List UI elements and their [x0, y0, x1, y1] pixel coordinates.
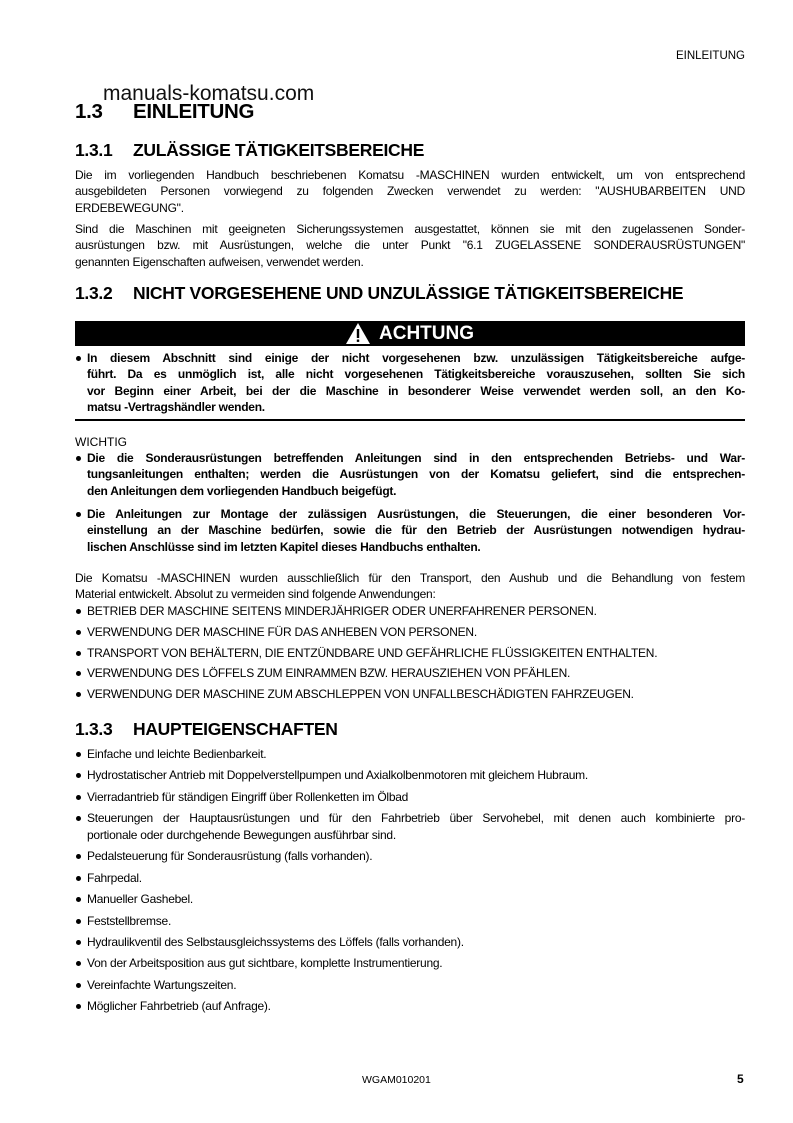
feature-item [75, 913, 745, 929]
warning-triangle-icon [346, 323, 370, 344]
text-line [75, 366, 745, 382]
text-line [75, 399, 745, 415]
list-item-label: BETRIEB DER MASCHINE SEITENS MINDERJÄHRIGER ODER UNERFAHRENER PERSONEN. [87, 604, 597, 618]
section-title-text: EINLEITUNG [133, 100, 255, 123]
text-line-content: ausgebildeten Personen vorwiegend zu folgenden Zwecken verwendet zu werden: "AUSHUBARBEITEN UND [75, 184, 745, 199]
text-line-content: Material entwickelt. Absolut zu vermeiden sind folgende Anwendungen: [75, 587, 436, 602]
section-title [75, 100, 254, 124]
list-item-text [75, 603, 745, 619]
divider [75, 419, 745, 421]
text-line [75, 955, 745, 971]
bullet-icon [76, 1004, 81, 1009]
text-line-content: Pedalsteuerung für Sonderausrüstung (falls vorhanden). [87, 849, 373, 864]
paragraph [75, 167, 745, 216]
bullet-icon [76, 773, 81, 778]
heading-text: ZULÄSSIGE TÄTIGKEITSBEREICHE [133, 140, 425, 160]
heading-1-3-1 [75, 140, 424, 161]
text-line-content: Die im vorliegenden Handbuch beschriebenen Komatsu -MASCHINEN wurden entwickelt, um von entsprechend [75, 168, 745, 182]
bullet-icon [76, 816, 81, 821]
text-line-content: Die Komatsu -MASCHINEN wurden ausschließlich für den Transport, den Aushub und die Behandlung von festem [75, 571, 745, 585]
text-line [75, 483, 745, 499]
feature-item [75, 955, 745, 971]
text-line [75, 167, 745, 183]
feature-list [75, 746, 745, 1020]
text-line [75, 570, 745, 586]
bullet-icon [76, 356, 81, 361]
warning-text [75, 350, 745, 415]
text-line [75, 767, 745, 783]
list-item-text [75, 624, 745, 640]
paragraph [75, 221, 745, 270]
list-item-label: VERWENDUNG DER MASCHINE FÜR DAS ANHEBEN VON PERSONEN. [87, 624, 477, 639]
forbidden-list [75, 603, 745, 707]
text-line-content: Manueller Gashebel. [87, 892, 193, 907]
text-line-content: lischen Anschlüsse sind im letzten Kapitel dieses Handbuchs enthalten. [87, 539, 481, 554]
list-item [75, 624, 745, 645]
text-line-content: Vereinfachte Wartungszeiten. [87, 977, 237, 992]
bullet-icon [76, 961, 81, 966]
text-line [75, 586, 745, 602]
heading-1-3-3 [75, 719, 338, 740]
bullet-icon [76, 630, 81, 635]
text-line [75, 891, 745, 907]
document-code: WGAM010201 [362, 1074, 431, 1086]
text-line [75, 810, 745, 826]
bullet-icon [76, 651, 81, 656]
text-line-content: führt. Da es unmöglich ist, alle nicht vorgesehenen Tätigkeitsbereiche vorauszusehen, sollten Sie sich [87, 367, 745, 382]
bullet-icon [76, 940, 81, 945]
text-line-content: Feststellbremse. [87, 913, 172, 928]
watermark: manuals-komatsu.com [103, 82, 315, 105]
page-number: 5 [737, 1072, 744, 1086]
text-line [75, 746, 745, 762]
bullet-icon [76, 983, 81, 988]
text-line [75, 350, 745, 366]
text-line [75, 183, 745, 199]
text-line [75, 237, 745, 253]
heading-text: HAUPTEIGENSCHAFTEN [133, 719, 338, 739]
text-line [75, 848, 745, 864]
text-line [75, 913, 745, 929]
text-line [75, 221, 745, 237]
text-line [75, 789, 745, 805]
text-line-content: Sind die Maschinen mit geeigneten Sicherungssystemen ausgestattet, können sie mit den zugelassenen Sonder- [75, 222, 745, 236]
text-line-content: tungsanleitungen enthalten; werden die Ausrüstungen von der Komatsu geliefert, sind die entsprechen- [87, 467, 745, 482]
text-line-content: Fahrpedal. [87, 870, 142, 885]
text-line-content: Die Anleitungen zur Montage der zulässigen Ausrüstungen, die Steuerungen, die einer besonderen Vor- [87, 507, 745, 521]
heading-number: 1.3.1 [75, 140, 113, 160]
text-line [75, 870, 745, 886]
text-line [75, 522, 745, 538]
bullet-icon [76, 897, 81, 902]
bullet-icon [76, 512, 81, 517]
bullet-icon [76, 671, 81, 676]
text-line [75, 383, 745, 399]
bullet-icon [76, 609, 81, 614]
text-line-content: Hydraulikventil des Selbstausgleichssystems des Löffels (falls vorhanden). [87, 934, 464, 949]
text-line [75, 827, 745, 843]
list-item-text [75, 686, 745, 702]
bullet-icon [76, 876, 81, 881]
bullet-icon [76, 752, 81, 757]
feature-item [75, 810, 745, 843]
feature-item [75, 998, 745, 1014]
text-line-content: Einfache und leichte Bedienbarkeit. [87, 747, 267, 761]
list-item-label: TRANSPORT VON BEHÄLTERN, DIE ENTZÜNDBARE UND GEFÄHRLICHE FLÜSSIGKEITEN ENTHALTEN. [87, 645, 658, 660]
important-item [75, 506, 745, 555]
section-number: 1.3 [75, 100, 103, 123]
text-line [75, 977, 745, 993]
paragraph [75, 570, 745, 603]
list-item [75, 603, 745, 624]
list-item-label: VERWENDUNG DES LÖFFELS ZUM EINRAMMEN BZW. HERAUSZIEHEN VON PFÄHLEN. [87, 666, 571, 681]
list-item [75, 645, 745, 666]
bullet-icon [76, 795, 81, 800]
list-item-label: VERWENDUNG DER MASCHINE ZUM ABSCHLEPPEN VON UNFALLBESCHÄDIGTEN FAHRZEUGEN. [87, 687, 634, 702]
text-line-content: Von der Arbeitsposition aus gut sichtbare, komplette Instrumentierung. [87, 956, 443, 971]
list-item [75, 686, 745, 707]
feature-item [75, 848, 745, 864]
text-line-content: genannten Eigenschaften aufweisen, verwendet werden. [75, 254, 364, 269]
bullet-icon [76, 854, 81, 859]
list-item-text [75, 645, 745, 661]
feature-item [75, 934, 745, 950]
text-line-content: Die die Sonderausrüstungen betreffenden Anleitungen sind in den entsprechenden Betriebs- und War- [87, 451, 745, 465]
feature-item [75, 789, 745, 805]
feature-item [75, 870, 745, 886]
text-line-content: den Anleitungen dem vorliegenden Handbuch beigefügt. [87, 483, 397, 498]
bullet-icon [76, 919, 81, 924]
text-line-content: In diesem Abschnitt sind einige der nicht vorgesehenen bzw. unzulässigen Tätigkeitsbereiche aufge- [87, 351, 745, 365]
list-item [75, 665, 745, 686]
text-line-content: Hydrostatischer Antrieb mit Doppelverstellpumpen und Axialkolbenmotoren mit gleichem Hubraum. [87, 768, 588, 783]
important-label: WICHTIG [75, 435, 127, 449]
text-line-content: Vierradantrieb für ständigen Eingriff über Rollenketten im Ölbad [87, 789, 409, 804]
text-line-content: einstellung an der Maschine bedürfen, sowie die für den Betrieb der Ausrüstungen notwendigen hydrau- [87, 523, 745, 538]
feature-item [75, 746, 745, 762]
text-line [75, 450, 745, 466]
heading-number: 1.3.2 [75, 283, 113, 303]
text-line-content: ausrüstungen bzw. mit Ausrüstungen, welche die unter Punkt "6.1 ZUGELASSENE SONDERAUSRÜSTUNGEN" [75, 238, 745, 253]
running-header: EINLEITUNG [675, 50, 745, 62]
feature-item [75, 891, 745, 907]
important-item [75, 450, 745, 499]
warning-label: ACHTUNG [379, 322, 474, 344]
text-line-content: Möglicher Fahrbetrieb (auf Anfrage). [87, 999, 271, 1014]
list-item-text [75, 665, 745, 681]
feature-item [75, 977, 745, 993]
text-line-content: Steuerungen der Hauptausrüstungen und für den Fahrbetrieb über Servohebel, mit denen auch kombinierte pro- [87, 811, 745, 826]
text-line [75, 998, 745, 1014]
text-line-content: portionale oder durchgehende Bewegungen ausführbar sind. [87, 827, 396, 842]
text-line-content: matsu -Vertragshändler wenden. [87, 399, 265, 414]
text-line [75, 254, 745, 270]
bullet-icon [76, 692, 81, 697]
heading-1-3-2 [75, 283, 683, 304]
heading-number: 1.3.3 [75, 719, 113, 739]
text-line [75, 539, 745, 555]
bullet-icon [76, 456, 81, 461]
feature-item [75, 767, 745, 783]
text-line-content: ERDEBEWEGUNG". [75, 200, 184, 215]
heading-text: NICHT VORGESEHENE UND UNZULÄSSIGE TÄTIGKEITSBEREICHE [133, 283, 684, 303]
text-line [75, 506, 745, 522]
text-line [75, 934, 745, 950]
text-line-content: vor Beginn einer Arbeit, bei der die Maschine in besonderer Weise verwendet werden soll, an den Ko- [87, 383, 745, 398]
warning-banner [75, 321, 745, 346]
text-line [75, 466, 745, 482]
text-line [75, 200, 745, 216]
